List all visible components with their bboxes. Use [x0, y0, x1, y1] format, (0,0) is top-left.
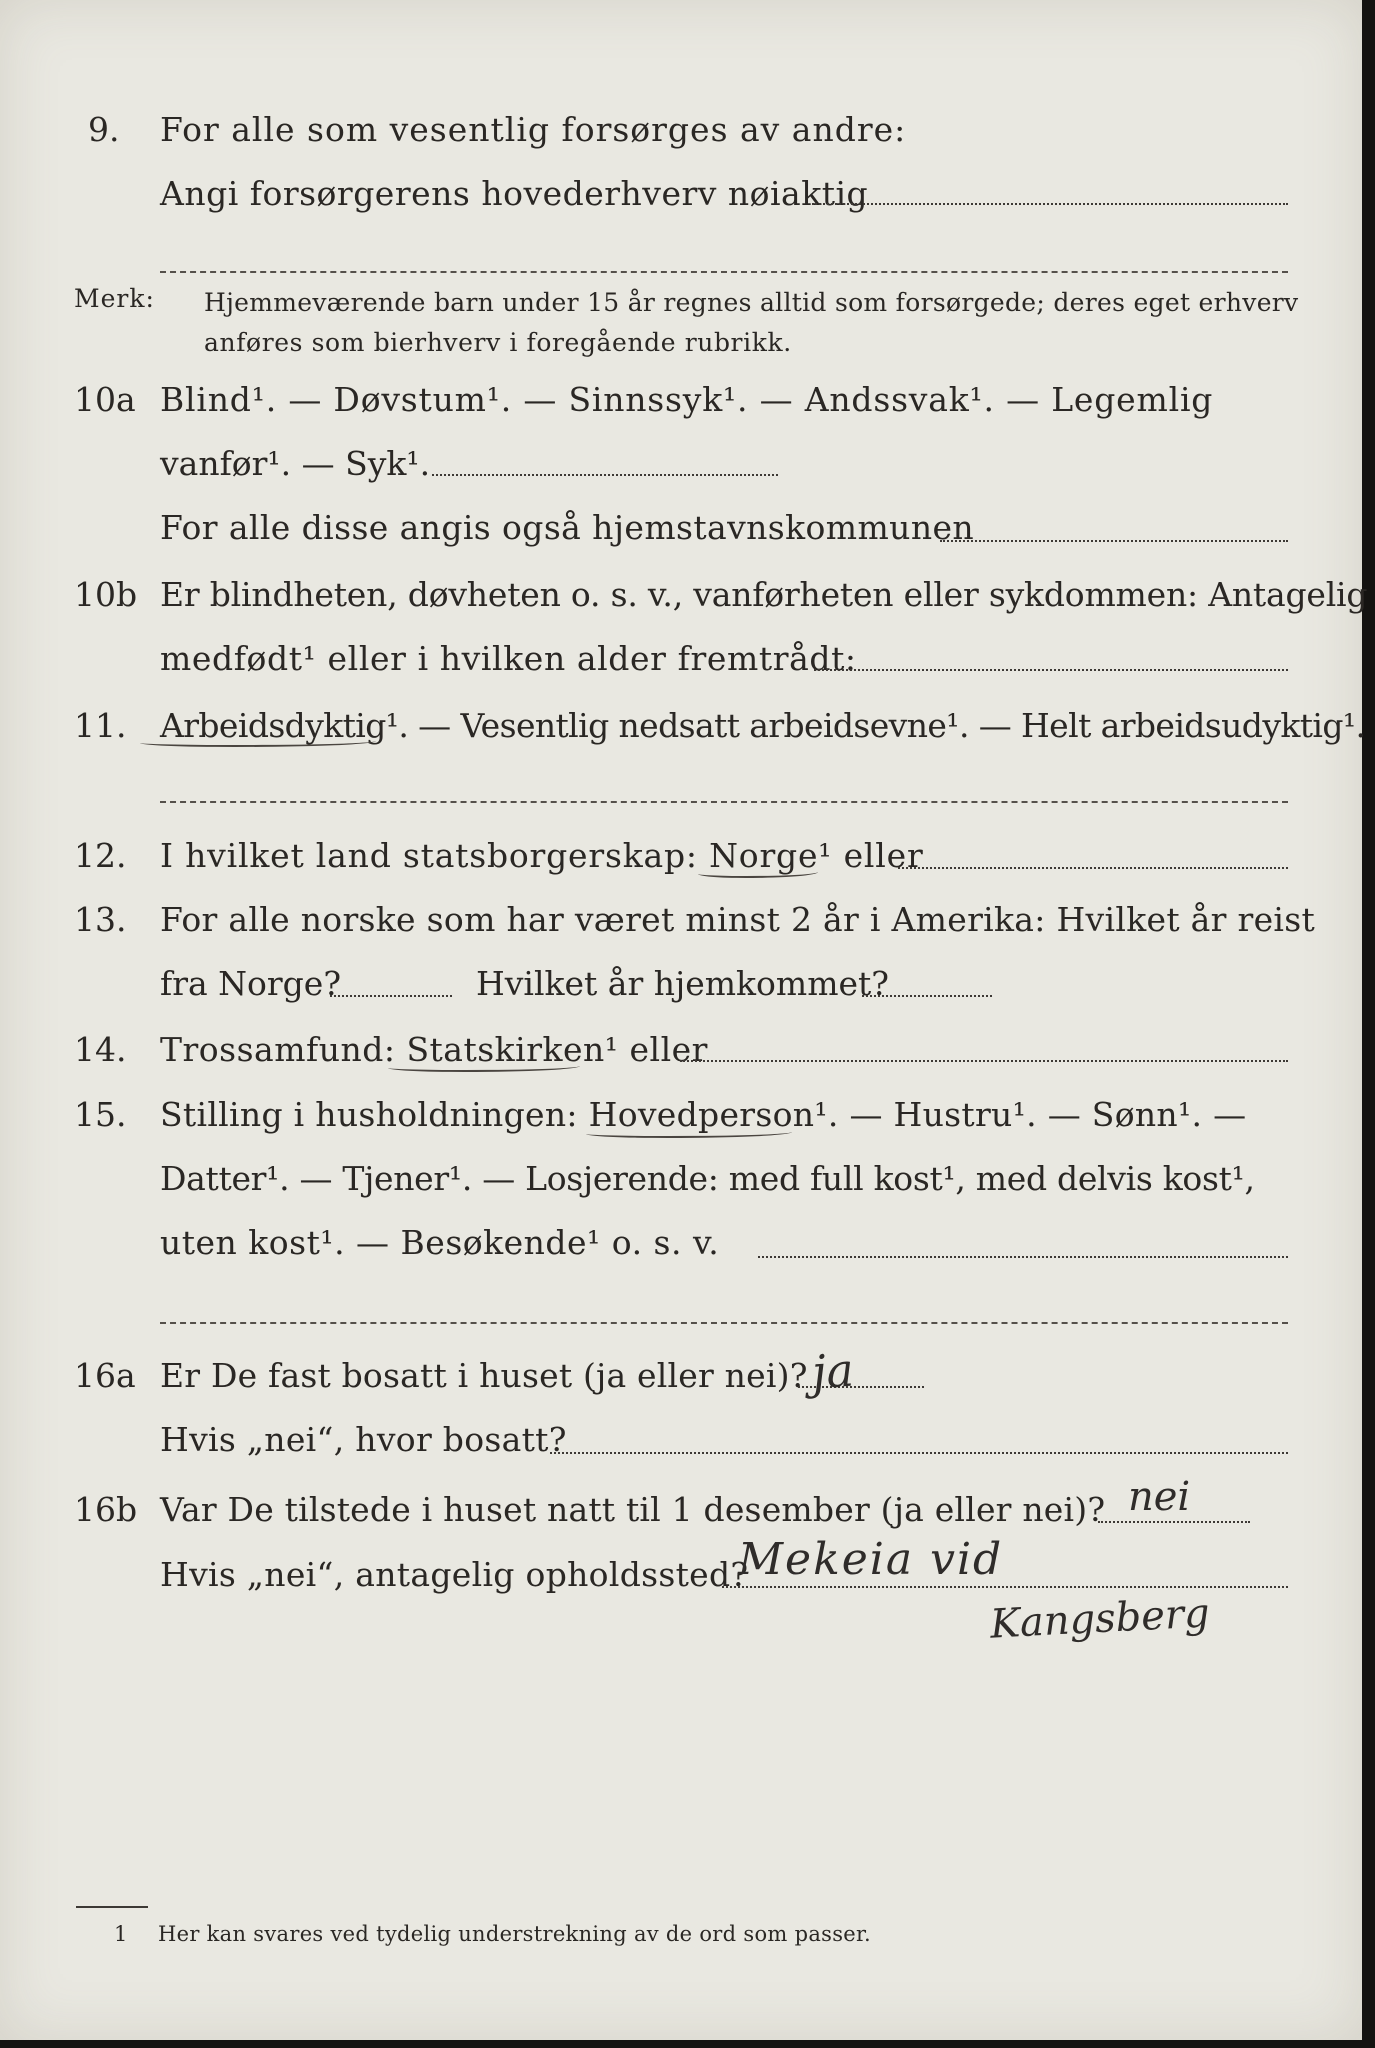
- q9-line2: Angi forsørgerens hovederhverv nøiaktig: [160, 174, 869, 213]
- q16a-handwritten-answer: ja: [810, 1342, 856, 1400]
- q9-answer-line-2: [160, 271, 1288, 273]
- q13-hjemkommet-line: [862, 995, 992, 997]
- q16a-line2: Hvis „nei“, hvor bosatt?: [160, 1420, 567, 1459]
- q14-handwritten-underline: [388, 1062, 580, 1072]
- q9-number: 9.: [88, 110, 120, 149]
- q13-line2a: fra Norge?: [160, 964, 342, 1003]
- q10b-answer-line: [814, 669, 1288, 671]
- q12-number: 12.: [74, 836, 127, 875]
- q16b-line1: Var De tilstede i huset natt til 1 desember (ja eller nei)?: [160, 1490, 1106, 1529]
- q15-line1: Stilling i husholdningen: Hovedperson¹. — Hustru¹. — Sønn¹. —: [160, 1095, 1247, 1134]
- q10b-number: 10b: [74, 575, 138, 614]
- footnote-mark: 1: [114, 1922, 128, 1946]
- q16b-number: 16b: [74, 1490, 138, 1529]
- q10a-line1: Blind¹. — Døvstum¹. — Sinnssyk¹. — Andssvak¹. — Legemlig: [160, 380, 1214, 419]
- q10b-line1: Er blindheten, døvheten o. s. v., vanførheten eller sykdommen: Antagelig: [160, 575, 1368, 614]
- q9-line1: For alle som vesentlig forsørges av andre:: [160, 110, 907, 149]
- q16b-opholdssted-line: [722, 1586, 1288, 1588]
- q13-number: 13.: [74, 900, 127, 939]
- q12-answer-line: [898, 867, 1288, 869]
- q16a-line1: Er De fast bosatt i huset (ja eller nei)?: [160, 1356, 808, 1395]
- q12-handwritten-underline: [698, 868, 818, 878]
- merk-line2: anføres som bierhverv i foregående rubrikk.: [204, 328, 792, 357]
- q14-number: 14.: [74, 1030, 127, 1069]
- q11-number: 11.: [74, 706, 127, 745]
- q16b-handwritten-answer: nei: [1128, 1474, 1191, 1520]
- q13-reist-line: [330, 995, 452, 997]
- q16b-handwritten-place-1: Mekeia vid: [738, 1534, 1004, 1585]
- q15-handwritten-underline: [586, 1128, 792, 1138]
- q16a-bosatt-line: [550, 1452, 1288, 1454]
- q15-number: 15.: [74, 1095, 127, 1134]
- q16b-answer-line: [1098, 1521, 1250, 1523]
- q16a-number: 16a: [74, 1356, 136, 1395]
- q14-answer-line: [680, 1060, 1288, 1062]
- q16b-handwritten-place-2: Kangsberg: [988, 1590, 1211, 1648]
- merk-line1: Hjemmeværende barn under 15 år regnes alltid som forsørgede; deres eget erhverv: [204, 288, 1299, 317]
- footnote-text: Her kan svares ved tydelig understrekning av de ord som passer.: [158, 1922, 872, 1946]
- q10a-line2: vanfør¹. — Syk¹.: [160, 444, 431, 483]
- footnote-rule: [76, 1906, 148, 1908]
- q10a-answer-line: [432, 474, 778, 476]
- q12-line1: I hvilket land statsborgerskap: Norge¹ eller: [160, 836, 924, 875]
- merk-label: Merk:: [74, 284, 155, 313]
- q11-line1: Arbeidsdyktig¹. — Vesentlig nedsatt arbeidsevne¹. — Helt arbeidsudyktig¹.: [160, 706, 1366, 745]
- q11-answer-line: [160, 801, 1288, 803]
- q15-answer-line: [758, 1256, 1288, 1258]
- q9-answer-line: [812, 203, 1288, 205]
- q15-line3: uten kost¹. — Besøkende¹ o. s. v.: [160, 1223, 720, 1262]
- q14-line1: Trossamfund: Statskirken¹ eller: [160, 1030, 708, 1069]
- q15-answer-line-2: [160, 1322, 1288, 1324]
- q13-line1: For alle norske som har været minst 2 år i Amerika: Hvilket år reist: [160, 900, 1316, 939]
- q13-line2b: Hvilket år hjemkommet?: [476, 964, 889, 1003]
- q16b-line2: Hvis „nei“, antagelig opholdssted?: [160, 1555, 749, 1594]
- q10b-line2: medfødt¹ eller i hvilken alder fremtrådt:: [160, 639, 857, 678]
- q10a-hjemstavn-line: [940, 540, 1288, 542]
- q10a-line3: For alle disse angis også hjemstavnskommunen: [160, 508, 975, 547]
- q15-line2: Datter¹. — Tjener¹. — Losjerende: med full kost¹, med delvis kost¹,: [160, 1159, 1255, 1198]
- q10a-number: 10a: [74, 380, 136, 419]
